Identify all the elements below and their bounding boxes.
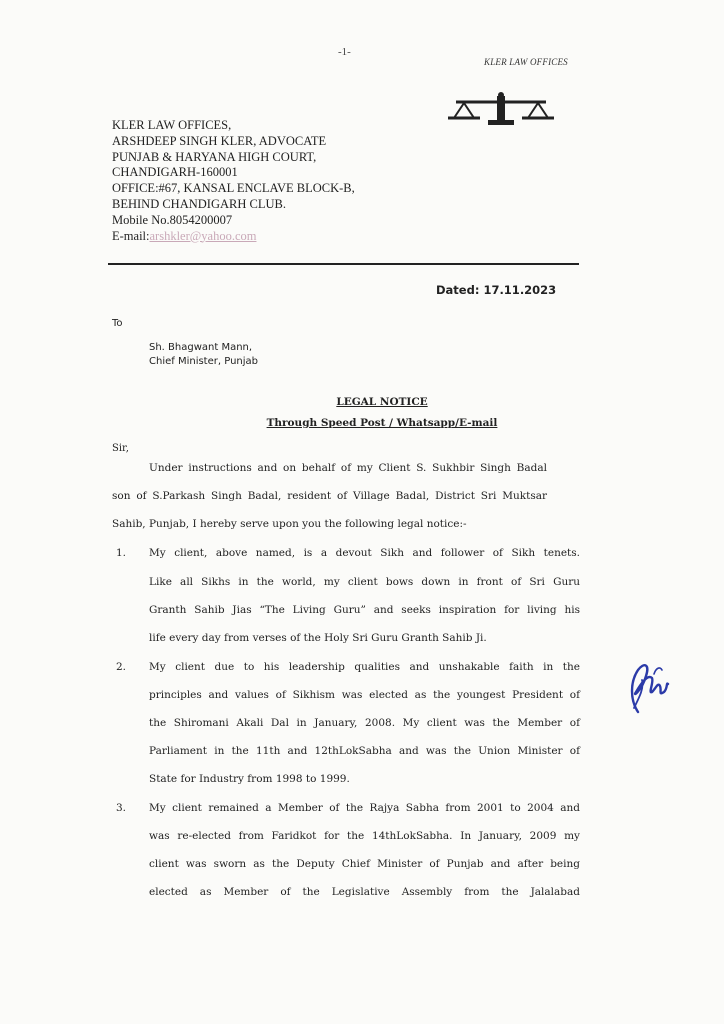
header-divider bbox=[108, 263, 579, 265]
letterhead-line: OFFICE:#67, KANSAL ENCLAVE BLOCK-B, bbox=[112, 181, 355, 196]
notice-subtitle: Through Speed Post / Whatsapp/E-mail bbox=[266, 417, 498, 429]
paragraph-line: the Shiromani Akali Dal in January, 2008. My client was the Member of bbox=[149, 717, 580, 729]
intro-line: Sahib, Punjab, I hereby serve upon you the following legal notice:- bbox=[112, 518, 467, 530]
paragraph-line: principles and values of Sikhism was elected as the youngest President of bbox=[149, 689, 580, 701]
paragraph-line: Granth Sahib Jias “The Living Guru” and seeks inspiration for living his bbox=[149, 604, 580, 616]
paragraph-line: State for Industry from 1998 to 1999. bbox=[149, 773, 350, 785]
paragraph-line: client was sworn as the Deputy Chief Minister of Punjab and after being bbox=[149, 858, 580, 870]
paragraph-line: My client due to his leadership qualities and unshakable faith in the bbox=[149, 661, 580, 673]
letterhead bbox=[112, 118, 355, 244]
addressee-name: Sh. Bhagwant Mann, bbox=[149, 342, 253, 353]
salutation: Sir, bbox=[112, 443, 129, 454]
letterhead-line: BEHIND CHANDIGARH CLUB. bbox=[112, 196, 286, 211]
paragraph-line: life every day from verses of the Holy Sri Guru Granth Sahib Ji. bbox=[149, 632, 487, 644]
letterhead-line: ARSHDEEP SINGH KLER, ADVOCATE bbox=[112, 133, 327, 148]
intro-line: Under instructions and on behalf of my Client S. Sukhbir Singh Badal bbox=[149, 462, 547, 474]
paragraph-line: My client, above named, is a devout Sikh and follower of Sikh tenets. bbox=[149, 547, 580, 559]
notice-title: LEGAL NOTICE bbox=[336, 396, 428, 408]
paragraph-line: My client remained a Member of the Rajya Sabha from 2001 to 2004 and bbox=[149, 802, 580, 814]
handwritten-signature-icon bbox=[624, 652, 672, 718]
letterhead-line: PUNJAB & HARYANA HIGH COURT, bbox=[112, 149, 317, 164]
letterhead-line: Mobile No.8054200007 bbox=[112, 212, 233, 227]
email-label: E-mail: bbox=[112, 228, 150, 243]
date: Dated: 17.11.2023 bbox=[436, 283, 557, 297]
paragraph-line: elected as Member of the Legislative Assembly from the Jalalabad bbox=[149, 886, 580, 898]
paragraph-line: was re-elected from Faridkot for the 14thLokSabha. In January, 2009 my bbox=[149, 830, 580, 842]
page-number: -1- bbox=[338, 46, 351, 58]
addressee-title: Chief Minister, Punjab bbox=[149, 356, 259, 367]
paragraph-number: 3. bbox=[116, 802, 127, 814]
email-link[interactable]: arshkler@yahoo.com bbox=[149, 228, 257, 243]
to-label: To bbox=[112, 318, 123, 329]
office-tag: KLER LAW OFFICES bbox=[484, 57, 568, 67]
paragraph-number: 1. bbox=[116, 547, 127, 559]
paragraph-number: 2. bbox=[116, 661, 127, 673]
paragraph-line: Like all Sikhs in the world, my client bows down in front of Sri Guru bbox=[149, 576, 580, 588]
scales-of-justice-icon bbox=[446, 90, 556, 130]
email-line bbox=[112, 229, 355, 245]
letterhead-line: KLER LAW OFFICES, bbox=[112, 118, 232, 132]
letterhead-line: CHANDIGARH-160001 bbox=[112, 165, 238, 180]
paragraph-line: Parliament in the 11th and 12thLokSabha and was the Union Minister of bbox=[149, 745, 580, 757]
addressee bbox=[149, 341, 258, 369]
intro-line: son of S.Parkash Singh Badal, resident of Village Badal, District Sri Muktsar bbox=[112, 490, 547, 502]
